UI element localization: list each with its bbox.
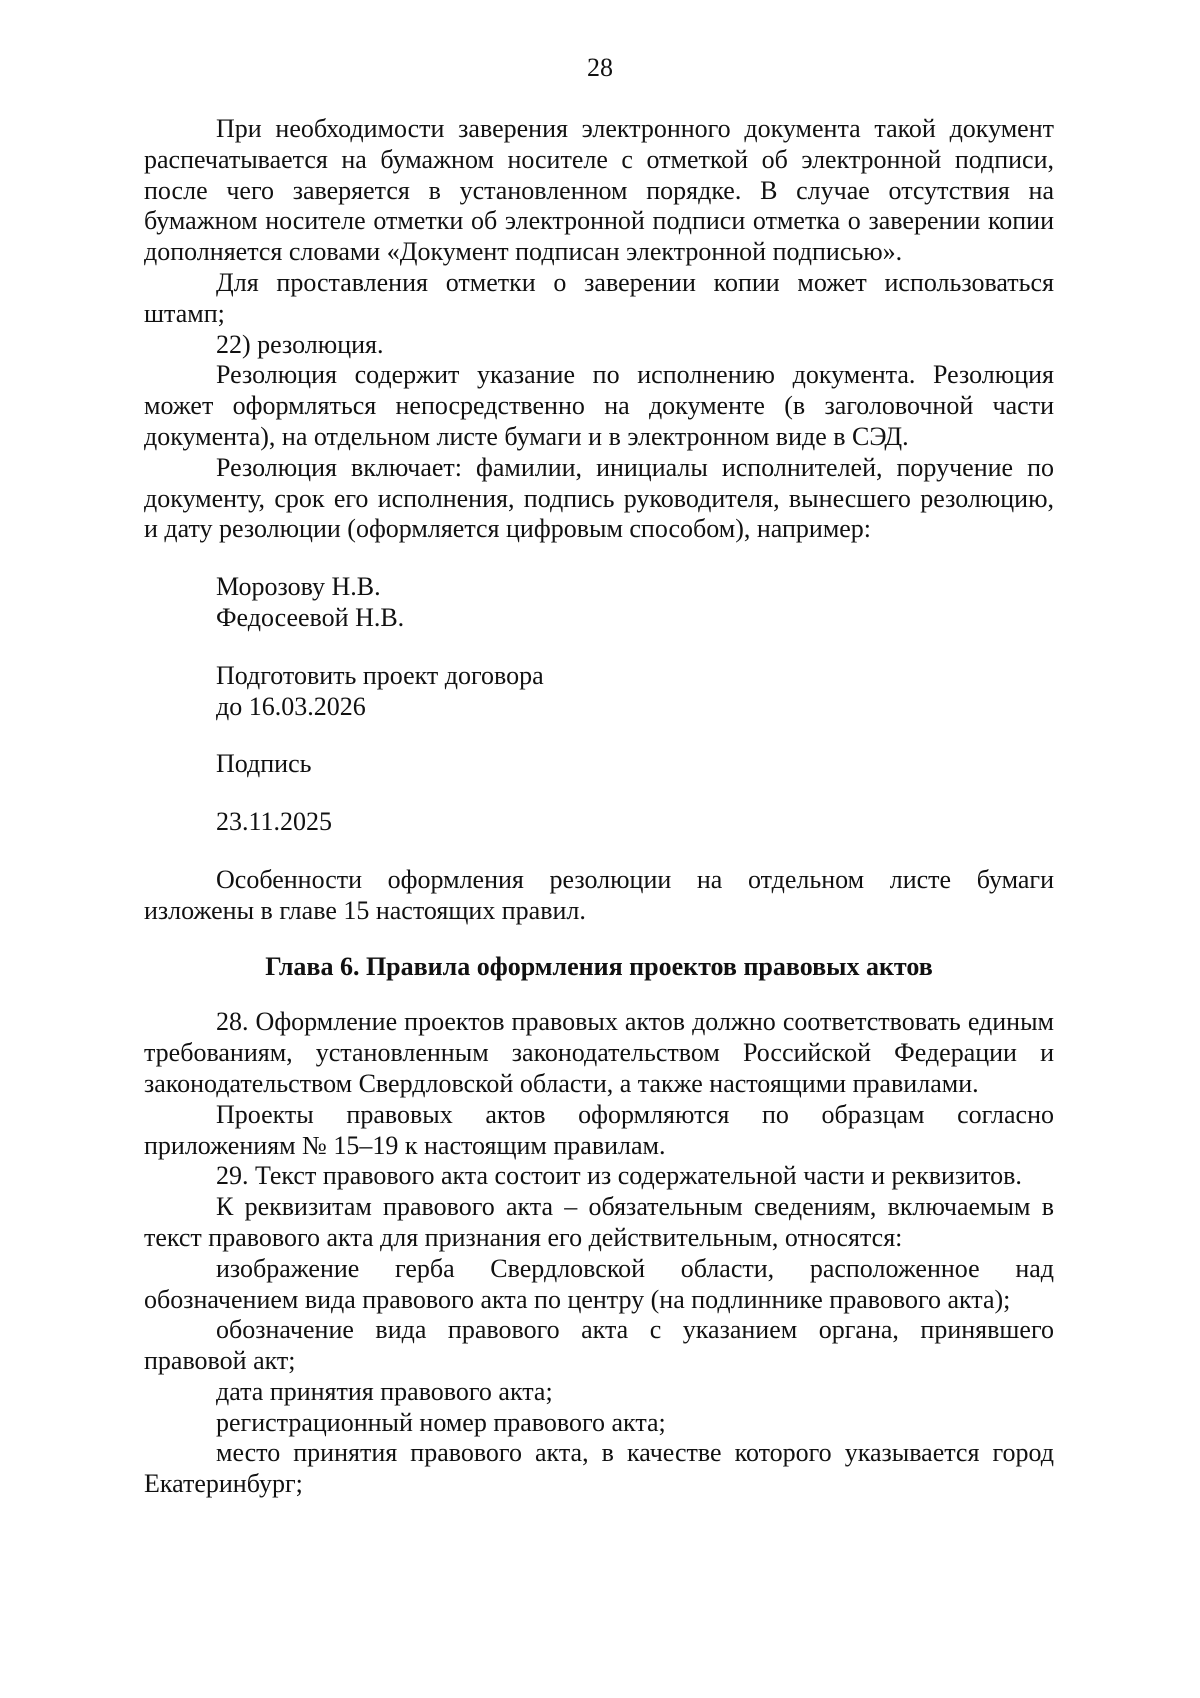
spacer bbox=[144, 982, 1054, 1007]
spacer bbox=[144, 722, 1054, 749]
paragraph-item-29: 29. Текст правового акта состоит из содержательной части и реквизитов. bbox=[216, 1161, 1022, 1191]
spacer bbox=[144, 634, 1054, 661]
spacer bbox=[144, 545, 1054, 572]
paragraph-requisites-intro: К реквизитам правового акта – обязательным сведениям, включаемым в текст правового акта для признания его действительным, относятся: bbox=[144, 1192, 1054, 1252]
page-number: 28 bbox=[587, 53, 613, 82]
paragraph-certification: При необходимости заверения электронного документа такой документ распечатывается на бумажном носителе с отметкой об электронной подписи, после чего заверяется в установленном порядке. В случае отсутствия на бумажном носителе отметки об электронной подписи отметка о заверении копии дополняется словами «Документ подписан электронной подписью». bbox=[144, 114, 1054, 267]
example-task: Подготовить проект договора bbox=[216, 660, 544, 690]
list-item-act-type: обозначение вида правового акта с указанием органа, принявшего правовой акт; bbox=[144, 1315, 1054, 1376]
paragraph-resolution-definition: Резолюция содержит указание по исполнению документа. Резолюция может оформляться непосредственно на документе (в заголовочной части документа), на отдельном листе бумаги и в электронном виде в СЭД. bbox=[144, 360, 1054, 451]
paragraph-resolution-contents: Резолюция включает: фамилии, инициалы исполнителей, поручение по документу, срок его исполнения, подпись руководителя, вынесшего резолюцию, и дату резолюции (оформляется цифровым способом), например: bbox=[144, 452, 1054, 544]
spacer bbox=[144, 838, 1054, 865]
list-item-adoption-date: дата принятия правового акта; bbox=[216, 1376, 553, 1406]
resolution-example bbox=[144, 572, 1054, 838]
paragraph-resolution-separate-sheet: Особенности оформления резолюции на отдельном листе бумаги изложены в главе 15 настоящих правил. bbox=[144, 864, 1054, 925]
paragraph-templates: Проекты правовых актов оформляются по образцам согласно приложениям № 15–19 к настоящим правилам. bbox=[144, 1099, 1054, 1160]
example-recipient: Федосеевой Н.В. bbox=[216, 602, 405, 632]
paragraph-item-28: 28. Оформление проектов правовых актов должно соответствовать единым требованиям, установленным законодательством Российской Федерации и законодательством Свердловской области, а также настоящими правилами. bbox=[144, 1007, 1054, 1098]
example-signature: Подпись bbox=[216, 749, 312, 779]
example-date: 23.11.2025 bbox=[216, 807, 333, 837]
chapter-heading: Глава 6. Правила оформления проектов правовых актов bbox=[265, 951, 933, 981]
spacer bbox=[144, 780, 1054, 807]
spacer bbox=[144, 927, 1054, 952]
example-recipient: Морозову Н.В. bbox=[216, 572, 381, 602]
paragraph-stamp: Для проставления отметки о заверении копии может использоваться штамп; bbox=[144, 267, 1054, 328]
document-body bbox=[144, 114, 1054, 1500]
list-item-coat-of-arms: изображение герба Свердловской области, расположенное над обозначением вида правового акта по центру (на подлиннике правового акта); bbox=[144, 1253, 1054, 1314]
list-item-registration-number: регистрационный номер правового акта; bbox=[216, 1407, 666, 1437]
example-deadline: до 16.03.2026 bbox=[216, 691, 366, 721]
paragraph-item-22: 22) резолюция. bbox=[216, 329, 384, 359]
list-item-place-of-adoption: место принятия правового акта, в качестве которого указывается город Екатеринбург; bbox=[144, 1438, 1054, 1499]
